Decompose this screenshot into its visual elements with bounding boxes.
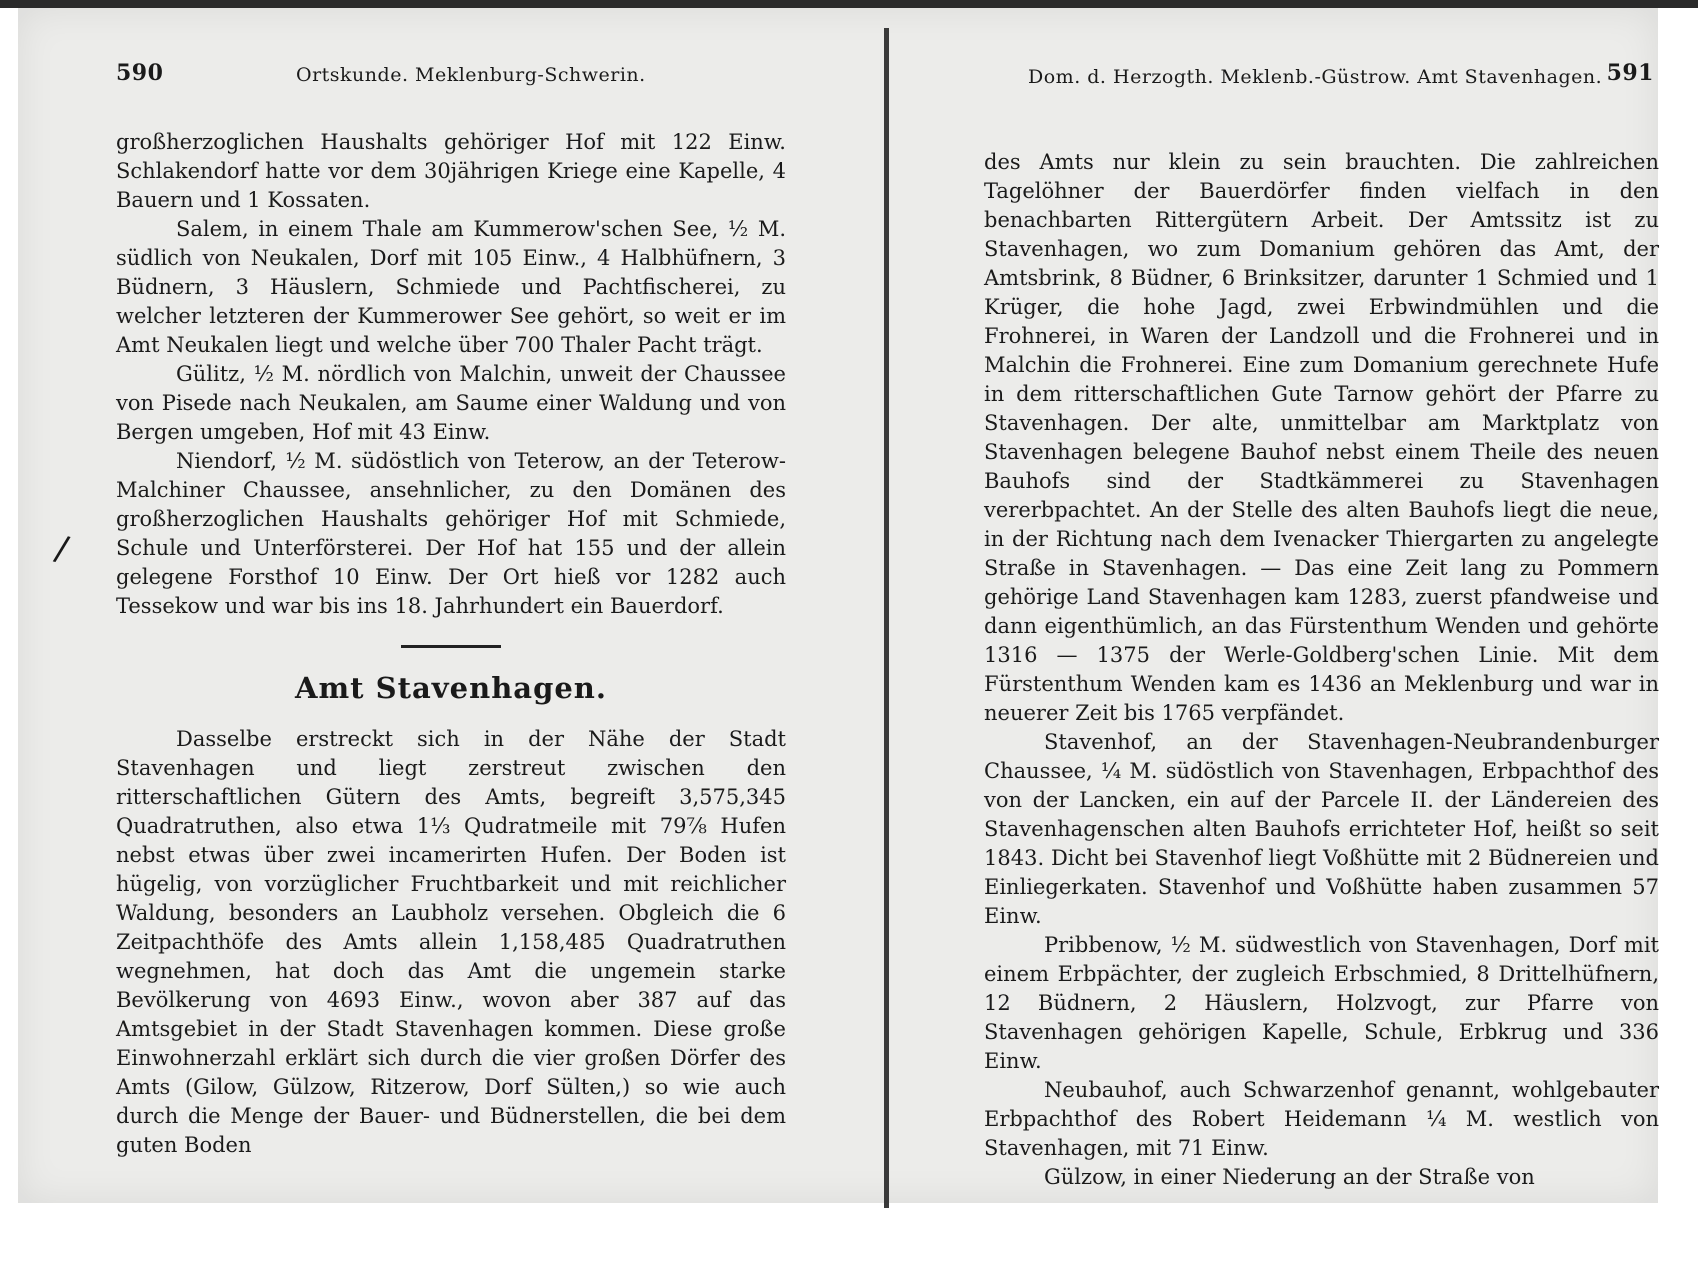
paragraph-amt-continued: des Amts nur klein zu sein brauchten. Die zahlreichen Tagelöhner der Bauerdörfer finden vielfach in den benachbarten Rittergütern Arbeit. Der Amtssitz ist zu Stavenhagen, wo zum Domanium gehören das Amt, der Amtsbrink, 8 Büdner, 6 Brinksitzer, darunter 1 Schmied und 1 Krüger, die hohe Jagd, zwei Erbwindmühlen und die Frohnerei, in Waren der Landzoll und die Frohnerei und in Malchin die Frohnerei. Eine zum Domanium gerechnete Hufe in dem ritterschaftlichen Gute Tarnow gehört der Pfarre zu Stavenhagen. Der alte, unmittelbar am Marktplatz von Stavenhagen belegene Bauhof nebst einem Theile des neuen Bauhofs sind der Stadtkämmerei zu Stavenhagen vererbpachtet. An der Stelle des alten Bauhofs liegt die neue, in der Richtung nach dem Ivenacker Thiergarten zu angelegte Straße in Stavenhagen. — Das eine Zeit lang zu Pommern gehörige Land Stavenhagen kam 1283, zuerst pfandweise und dann eigenthümlich, an das Fürstenthum Wenden und gehörte 1316 — 1375 der Werle-Goldberg'schen Linie. Mit dem Fürstenthum Wenden kam es 1436 an Meklenburg und war in neuerer Zeit bis 1765 verpfändet. — [984, 150, 1659, 725]
section-title-amt-stavenhagen: Amt Stavenhagen. — [295, 671, 607, 705]
paragraph-guelitz: Gülitz, ½ M. nördlich von Malchin, unweit der Chaussee von Pisede nach Neukalen, am Saume einer Waldung und von Bergen umgeben, Hof mit 43 Einw. — [116, 362, 786, 444]
page-number-right: 591 — [1606, 60, 1654, 86]
paragraph-salem: Salem, in einem Thale am Kummerow'schen See, ½ M. südlich von Neukalen, Dorf mit 105 Einw., 4 Halbhüfnern, 3 Büdnern, 3 Häuslern, Schmiede und Pachtfischerei, zu welcher letzteren der Kummerower See gehört, so weit er im Amt Neukalen liegt und welche über 700 Thaler Pacht trägt. — [116, 217, 786, 357]
scan-top-edge — [0, 0, 1698, 8]
paragraph-schlakendorf: großherzoglichen Haushalts gehöriger Hof mit 122 Einw. Schlakendorf hatte vor dem 30jährigen Kriege eine Kapelle, 4 Bauern und 1 Kossaten. — [116, 130, 786, 212]
book-gutter — [884, 28, 889, 1208]
left-page-body — [116, 128, 786, 1160]
section-divider — [401, 645, 501, 648]
running-head-right — [958, 60, 1668, 100]
running-head-left — [86, 60, 796, 100]
paragraph-guelzow: Gülzow, in einer Niederung an der Straße von — [1044, 1165, 1535, 1189]
handwritten-margin-stroke: / — [51, 528, 73, 570]
paragraph-amt-description: Dasselbe erstreckt sich in der Nähe der Stadt Stavenhagen und liegt zerstreut zwischen den ritterschaftlichen Gütern des Amts, begreift 3,575,345 Quadratruthen, also etwa 1⅓ Qudratmeile mit 79⅞ Hufen nebst etwas über zwei incamerirten Hufen. Der Boden ist hügelig, von vorzüglicher Fruchtbarkeit und mit reichlicher Waldung, besonders an Laubholz versehen. Obgleich die 6 Zeitpachthöfe des Amts allein 1,158,485 Quadratruthen wegnehmen, hat doch das Amt die ungemein starke Bevölkerung von 4693 Einw., wovon aber 387 auf das Amtsgebiet in der Stadt Stavenhagen kommen. Diese große Einwohnerzahl erklärt sich durch die vier großen Dörfer des Amts (Gilow, Gülzow, Ritzerow, Dorf Sülten,) so wie auch durch die Menge der Bauer- und Büdnerstellen, die bei dem guten Boden — [116, 727, 786, 1157]
paragraph-niendorf: Niendorf, ½ M. südöstlich von Teterow, an der Teterow-Malchiner Chaussee, ansehnlicher, zu den Domänen des großherzoglichen Haushalts gehöriger Hof mit Schmiede, Schule und Unterförsterei. Der Hof hat 155 und der allein gelegene Forsthof 10 Einw. Der Ort hieß vor 1282 auch Tessekow und war bis ins 18. Jahrhundert ein Bauerdorf. — [116, 449, 786, 618]
running-head-text-right: Dom. d. Herzogth. Meklenb.-Güstrow. Amt Stavenhagen. — [1028, 66, 1603, 88]
book-spread — [18, 8, 1658, 1203]
right-page-body — [984, 148, 1659, 1192]
running-head-text-left: Ortskunde. Meklenburg-Schwerin. — [296, 64, 646, 86]
left-page — [86, 8, 796, 1203]
page-number-left: 590 — [116, 60, 164, 86]
right-page — [958, 8, 1668, 1203]
paragraph-stavenhof: Stavenhof, an der Stavenhagen-Neubrandenburger Chaussee, ¼ M. südöstlich von Stavenhagen, Erbpachthof des von der Lancken, ein auf der Parcele II. der Ländereien des Stavenhagenschen alten Bauhofs errichteter Hof, heißt so seit 1843. Dicht bei Stavenhof liegt Voßhütte mit 2 Büdnereien und Einliegerkaten. Stavenhof und Voßhütte haben zusammen 57 Einw. — [984, 730, 1659, 928]
paragraph-neubauhof: Neubauhof, auch Schwarzenhof genannt, wohlgebauter Erbpachthof des Robert Heidemann ¼ M. westlich von Stavenhagen, mit 71 Einw. — [984, 1078, 1659, 1160]
paragraph-pribbenow: Pribbenow, ½ M. südwestlich von Stavenhagen, Dorf mit einem Erbpächter, der zugleich Erbschmied, 8 Drittelhüfnern, 12 Büdnern, 2 Häuslern, Holzvogt, zur Pfarre von Stavenhagen gehörigen Kapelle, Schule, Erbkrug und 336 Einw. — [984, 933, 1659, 1073]
